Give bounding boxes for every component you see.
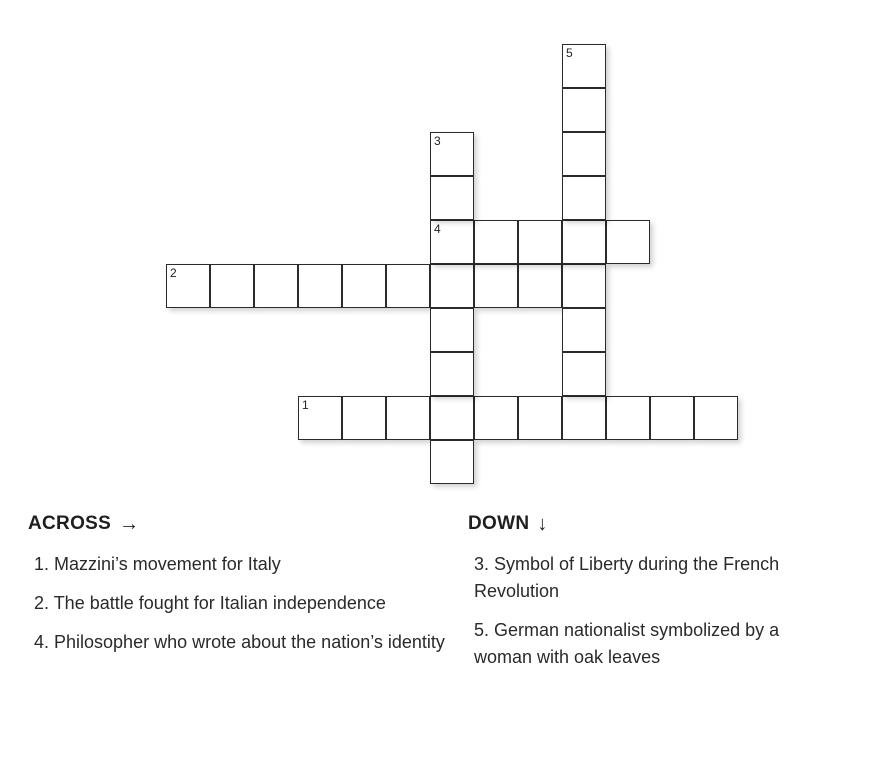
grid-cell[interactable]: [430, 220, 474, 264]
grid-cell[interactable]: [342, 264, 386, 308]
grid-cell[interactable]: [606, 396, 650, 440]
grid-cell[interactable]: [430, 308, 474, 352]
right-arrow-icon: →: [119, 512, 140, 535]
grid-cell[interactable]: [650, 396, 694, 440]
grid-cell[interactable]: [562, 396, 606, 440]
grid-cell[interactable]: [210, 264, 254, 308]
down-arrow-icon: ↓: [537, 512, 548, 535]
grid-cell[interactable]: [562, 88, 606, 132]
grid-cell[interactable]: [562, 264, 606, 308]
grid-cell[interactable]: [298, 396, 342, 440]
grid-cell[interactable]: [518, 220, 562, 264]
grid-cell[interactable]: [562, 352, 606, 396]
across-heading-label: ACROSS: [28, 513, 112, 534]
grid-cell[interactable]: [386, 396, 430, 440]
clue-down-3: 3. Symbol of Liberty during the French Revolution: [474, 554, 780, 601]
grid-cell[interactable]: [518, 264, 562, 308]
clue-across-4: 4. Philosopher who wrote about the nation’s identity: [34, 632, 445, 652]
grid-cell[interactable]: [386, 264, 430, 308]
grid-cell[interactable]: [474, 220, 518, 264]
grid-cell[interactable]: [562, 132, 606, 176]
across-heading: [28, 511, 448, 537]
grid-cell[interactable]: [254, 264, 298, 308]
across-clues: [28, 511, 448, 668]
clue-across-1: 1. Mazzini’s movement for Italy: [34, 554, 281, 574]
down-heading: [468, 511, 838, 537]
grid-cell[interactable]: [518, 396, 562, 440]
down-clues: [468, 511, 838, 683]
grid-cell[interactable]: [474, 396, 518, 440]
cell-number: 1: [302, 398, 309, 412]
grid-cell[interactable]: [166, 264, 210, 308]
cell-number: 3: [434, 134, 441, 148]
grid-cell[interactable]: [474, 264, 518, 308]
grid-cell[interactable]: [562, 220, 606, 264]
grid-cell[interactable]: [562, 308, 606, 352]
down-heading-label: DOWN: [468, 513, 530, 534]
grid-cell[interactable]: [562, 44, 606, 88]
cell-number: 4: [434, 222, 441, 236]
grid-cell[interactable]: [430, 132, 474, 176]
clue-down-5: 5. German nationalist symbolized by a woman with oak leaves: [474, 620, 780, 667]
grid-cell[interactable]: [430, 176, 474, 220]
grid-cell[interactable]: [694, 396, 738, 440]
grid-cell[interactable]: [606, 220, 650, 264]
clue-across-2: 2. The battle fought for Italian independence: [34, 593, 386, 613]
grid-cell[interactable]: [430, 352, 474, 396]
cell-number: 2: [170, 266, 177, 280]
grid-cell[interactable]: [342, 396, 386, 440]
grid-cell[interactable]: [430, 264, 474, 308]
grid-cell[interactable]: [430, 440, 474, 484]
grid-cell[interactable]: [430, 396, 474, 440]
cell-number: 5: [566, 46, 573, 60]
grid-cell[interactable]: [298, 264, 342, 308]
grid-cell[interactable]: [562, 176, 606, 220]
